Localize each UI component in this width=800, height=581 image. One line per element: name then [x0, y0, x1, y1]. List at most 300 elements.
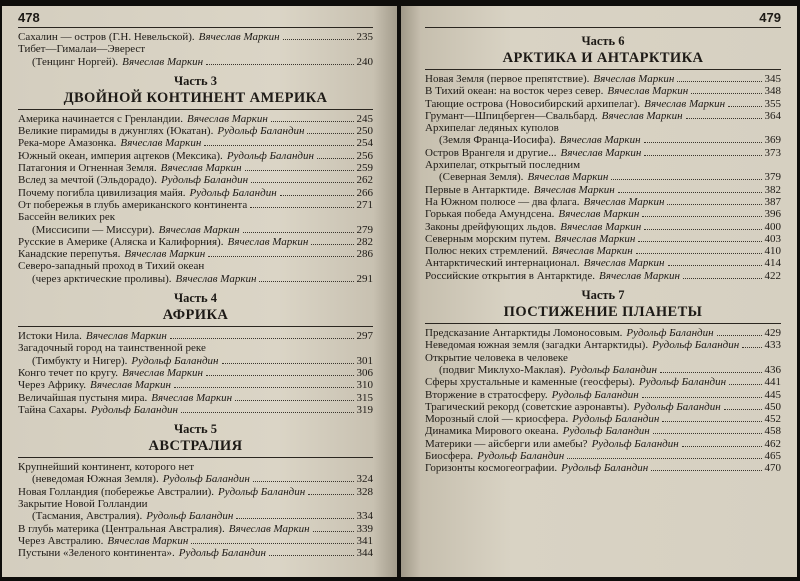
- entry-author: Вячеслав Маркин: [554, 232, 636, 245]
- dot-leader: [667, 204, 761, 205]
- toc-entry: [425, 257, 781, 269]
- entry-title-line: Крупнейший континент, которого нет: [18, 461, 195, 474]
- dot-leader: [245, 170, 354, 171]
- entry-page-number: 306: [356, 366, 373, 379]
- entry-title: От побережья в глубь американского континента: [18, 198, 248, 211]
- entry-title: (Земля Франца-Иосифа).: [439, 134, 556, 147]
- entry-title: Тающие острова (Новосибирский архипелаг).: [425, 97, 641, 110]
- toc-entry: [18, 43, 373, 68]
- entry-title: Биосфера.: [425, 450, 474, 463]
- entry-page-number: 364: [764, 109, 781, 122]
- entry-line: [18, 162, 373, 174]
- part-section: [425, 34, 781, 282]
- dot-leader: [181, 412, 354, 413]
- entry-author: Рудольф Баландин: [572, 413, 660, 426]
- dot-leader: [677, 81, 761, 82]
- dot-leader: [271, 121, 354, 122]
- toc-entry: [425, 221, 781, 233]
- entry-author: Рудольф Баландин: [162, 473, 250, 486]
- entry-title: Морозный слой — криосфера.: [425, 413, 569, 426]
- entry-author: Вячеслав Маркин: [228, 522, 310, 535]
- toc-entry: [425, 147, 781, 159]
- entry-title: Динамика Мирового океана.: [425, 425, 559, 438]
- entry-line: [18, 137, 373, 149]
- entry-page-number: 345: [764, 73, 781, 85]
- dot-leader: [317, 158, 354, 159]
- entry-page-number: 286: [356, 248, 373, 261]
- entry-title: Истоки Нила.: [18, 330, 82, 343]
- toc-entry: [425, 196, 781, 208]
- entry-page-number: 429: [764, 327, 781, 340]
- part-title: ДВОЙНОЙ КОНТИНЕНТ АМЕРИКА: [63, 89, 328, 106]
- entry-page-number: 254: [356, 137, 373, 150]
- toc-entry: [425, 450, 781, 462]
- entry-title: (через арктические проливы).: [32, 272, 172, 285]
- entry-author: Рудольф Баландин: [189, 186, 277, 199]
- entry-page-number: 458: [764, 425, 781, 438]
- toc-entry: [425, 389, 781, 401]
- entry-title: Материки — айсберги или амебы?: [425, 437, 588, 450]
- entry-page-number: 348: [764, 85, 781, 98]
- part-section: [18, 74, 373, 285]
- entry-line: [18, 330, 373, 342]
- entry-page-number: 301: [356, 354, 373, 367]
- toc-entry: [18, 342, 373, 367]
- dot-leader: [206, 64, 353, 65]
- entry-title: Новая Земля (первое препятствие).: [425, 73, 590, 85]
- entry-page-number: 282: [356, 235, 373, 248]
- entry-author: Рудольф Баландин: [477, 450, 565, 463]
- toc-entry: [425, 110, 781, 122]
- toc-entry: [18, 461, 373, 486]
- entry-title: Америка начинается с Гренландии.: [18, 112, 183, 125]
- entry-page-number: 328: [356, 485, 373, 498]
- entry-line: [18, 379, 373, 391]
- entry-line: [425, 85, 781, 97]
- entry-line: [18, 523, 373, 535]
- part-label: Часть 7: [581, 288, 625, 303]
- toc-entry: [18, 330, 373, 342]
- entry-line: [425, 245, 781, 257]
- entry-line: [18, 56, 373, 68]
- entry-title: Трагический рекорд (советские аэронавты).: [425, 400, 630, 413]
- entry-page-number: 279: [356, 223, 373, 236]
- entry-page-number: 379: [764, 171, 781, 184]
- part-title: АРКТИКА И АНТАРКТИКА: [502, 50, 704, 66]
- dot-leader: [308, 494, 353, 495]
- entry-page-number: 240: [356, 55, 373, 68]
- dot-leader: [662, 421, 761, 422]
- entry-author: Вячеслав Маркин: [560, 146, 642, 159]
- toc-entry: [18, 162, 373, 174]
- entry-author: Вячеслав Маркин: [593, 73, 675, 85]
- dot-leader: [269, 555, 354, 556]
- dot-leader: [644, 142, 762, 143]
- entry-author: Вячеслав Маркин: [599, 269, 680, 282]
- entry-author: Вячеслав Маркин: [158, 223, 240, 236]
- parts-list: [425, 34, 781, 475]
- entry-author: Вячеслав Маркин: [160, 162, 242, 175]
- dot-leader: [170, 338, 354, 339]
- entry-line: [425, 147, 781, 159]
- entry-page-number: 245: [356, 112, 373, 125]
- entry-page-number: 382: [764, 183, 781, 196]
- entry-line: [425, 376, 781, 388]
- page-number: 478: [18, 10, 40, 25]
- dot-leader: [717, 335, 762, 336]
- parts-list: [18, 74, 373, 560]
- entry-title-line: Бассейн великих рек: [18, 211, 116, 224]
- dot-leader: [236, 518, 353, 519]
- toc-entry: [425, 270, 781, 282]
- entry-title: (Северная Земля).: [439, 171, 524, 184]
- entry-line: [425, 196, 781, 208]
- dot-leader: [638, 241, 761, 242]
- entry-page-number: 256: [356, 149, 373, 162]
- dot-leader: [651, 470, 761, 471]
- entry-line: [425, 339, 781, 351]
- toc-entry: [18, 379, 373, 391]
- entry-page-number: 297: [356, 330, 373, 343]
- entry-author: Вячеслав Маркин: [198, 31, 280, 43]
- toc-entry: [18, 211, 373, 236]
- dot-leader: [724, 409, 762, 410]
- entry-title: Патагония и Огненная Земля.: [18, 162, 157, 175]
- entry-line: [425, 171, 781, 183]
- toc-entry: [18, 125, 373, 137]
- entry-title: Неведомая южная земля (загадки Антарктиды).: [425, 339, 649, 352]
- entry-line: [425, 389, 781, 401]
- entry-page-number: 319: [356, 403, 373, 416]
- entry-title: Первые в Антарктиде.: [425, 183, 530, 196]
- entry-title: (Миссисипи — Миссури).: [32, 223, 155, 236]
- entry-author: Вячеслав Маркин: [186, 112, 268, 125]
- entry-page-number: 410: [764, 245, 781, 258]
- toc-entry: [425, 233, 781, 245]
- entry-author: Вячеслав Маркин: [124, 248, 206, 261]
- section-rule: [425, 69, 781, 70]
- entry-page-number: 452: [764, 413, 781, 426]
- entry-line: [18, 150, 373, 162]
- entry-page-number: 334: [356, 510, 373, 523]
- entry-title-line: Архипелаг, открытый последним: [425, 159, 581, 172]
- toc-entry: [18, 174, 373, 186]
- entry-author: Рудольф Баландин: [562, 425, 650, 438]
- entry-page-number: 445: [764, 388, 781, 401]
- entry-author: Рудольф Баландин: [569, 363, 657, 376]
- toc-entry: [425, 425, 781, 437]
- part-title: АФРИКА: [162, 307, 229, 324]
- dot-leader: [174, 387, 354, 388]
- entry-page-number: 355: [764, 97, 781, 110]
- entry-author: Вячеслав Маркин: [551, 245, 633, 258]
- entry-page-number: 315: [356, 391, 373, 404]
- section-rule: [18, 457, 373, 458]
- entry-page-number: 403: [764, 232, 781, 245]
- part-section: [18, 291, 373, 416]
- dot-leader: [251, 182, 353, 183]
- dot-leader: [660, 372, 762, 373]
- dot-leader: [208, 256, 353, 257]
- entry-author: Вячеслав Маркин: [558, 208, 640, 221]
- entry-title-line: Закрытие Новой Голландии: [18, 498, 148, 511]
- dot-leader: [307, 133, 353, 134]
- dot-leader: [618, 192, 762, 193]
- part-section: [425, 288, 781, 475]
- toc-entry: [425, 159, 781, 184]
- dot-leader: [742, 347, 761, 348]
- section-rule: [18, 326, 373, 327]
- entry-page-number: 470: [764, 462, 781, 475]
- entry-page-number: 414: [764, 257, 781, 270]
- entry-line: [18, 199, 373, 211]
- entry-title: (подвиг Миклухо-Маклая).: [439, 363, 566, 376]
- entry-line: [18, 236, 373, 248]
- entry-author: Вячеслав Маркин: [175, 272, 257, 285]
- entry-line: [425, 208, 781, 220]
- toc-entry: [425, 98, 781, 110]
- toc-entry: [18, 137, 373, 149]
- entry-author: Вячеслав Маркин: [607, 85, 689, 98]
- toc-entry: [18, 31, 373, 43]
- entry-title-line: Загадочный город на таинственной реке: [18, 342, 206, 355]
- entry-line: [425, 425, 781, 437]
- entry-title: Антарктический интернационал.: [425, 257, 580, 270]
- entry-title: Южный океан, империя ацтеков (Мексика).: [18, 149, 223, 162]
- entry-line: [425, 110, 781, 122]
- entry-page-number: 259: [356, 162, 373, 175]
- entry-line: [18, 486, 373, 498]
- dot-leader: [250, 207, 353, 208]
- header-rule: [18, 27, 373, 28]
- dot-leader: [668, 265, 762, 266]
- entry-title: (Тенцинг Норгей).: [32, 55, 119, 68]
- entry-author: Рудольф Баландин: [217, 125, 305, 138]
- entry-title: Почему погибла цивилизация майя.: [18, 186, 186, 199]
- entry-title: Полюс неких стремлений.: [425, 245, 548, 258]
- entry-title: На Южном полюсе — два флага.: [425, 195, 580, 208]
- entry-line: [425, 134, 781, 146]
- entry-author: Вячеслав Маркин: [90, 379, 171, 392]
- entry-author: Вячеслав Маркин: [583, 257, 665, 270]
- entry-line: [425, 462, 781, 474]
- entry-page-number: 462: [764, 437, 781, 450]
- entry-page-number: 341: [356, 534, 373, 547]
- left-page: [2, 6, 397, 577]
- entry-line: [18, 535, 373, 547]
- entry-line: [18, 355, 373, 367]
- entry-author: Рудольф Баландин: [90, 403, 178, 416]
- entry-page-number: 450: [764, 400, 781, 413]
- toc-entry: [425, 184, 781, 196]
- entry-title-line: Архипелаг ледяных куполов: [425, 122, 559, 135]
- entry-line: [425, 257, 781, 269]
- entry-line: [425, 450, 781, 462]
- entry-page-number: 262: [356, 174, 373, 187]
- toc-entry: [18, 113, 373, 125]
- entry-page-number: 250: [356, 125, 373, 138]
- dot-leader: [222, 363, 354, 364]
- entry-page-number: 310: [356, 379, 373, 392]
- toc-entry: [18, 535, 373, 547]
- entry-author: Рудольф Баландин: [626, 327, 714, 340]
- entry-title: Вторжение в стратосферу.: [425, 388, 548, 401]
- entry-title: Канадские перепутья.: [18, 248, 121, 261]
- dot-leader: [253, 481, 354, 482]
- toc-entry: [425, 85, 781, 97]
- entry-line: [18, 31, 373, 43]
- dot-leader: [729, 384, 761, 385]
- entry-title: Сферы хрустальные и каменные (геосферы).: [425, 376, 635, 389]
- part-label: Часть 5: [173, 422, 218, 437]
- entry-line: [18, 224, 373, 236]
- entry-line: [425, 184, 781, 196]
- entry-title: Новая Голландия (побережье Австралии).: [18, 485, 215, 498]
- dot-leader: [728, 106, 761, 107]
- entry-line: [18, 125, 373, 137]
- dot-leader: [653, 433, 762, 434]
- toc-entry: [425, 376, 781, 388]
- entry-author: Вячеслав Маркин: [120, 137, 202, 150]
- toc-entry: [425, 339, 781, 351]
- dot-leader: [259, 281, 353, 282]
- dot-leader: [683, 278, 762, 279]
- toc-entry: [425, 462, 781, 474]
- toc-entry: [425, 438, 781, 450]
- entry-page-number: 396: [764, 208, 781, 221]
- entry-title: Горькая победа Амундсена.: [425, 208, 555, 221]
- entry-author: Вячеслав Маркин: [122, 366, 203, 379]
- entry-line: [425, 98, 781, 110]
- entry-author: Вячеслав Маркин: [583, 195, 665, 208]
- entry-author: Вячеслав Маркин: [85, 330, 167, 343]
- entry-author: Рудольф Баландин: [146, 510, 234, 523]
- entry-author: Рудольф Баландин: [218, 485, 306, 498]
- part-label: Часть 3: [173, 73, 218, 88]
- header-rule: [425, 27, 781, 28]
- entry-page-number: 339: [356, 522, 373, 535]
- entry-page-number: 436: [764, 363, 781, 376]
- entry-title-line: Тибет—Гималаи—Эверест: [18, 43, 146, 56]
- part-title: ПОСТИЖЕНИЕ ПЛАНЕТЫ: [503, 304, 703, 321]
- entry-author: Рудольф Баландин: [131, 354, 219, 367]
- entry-author: Вячеслав Маркин: [107, 534, 189, 547]
- entry-title: Через Австралию.: [18, 534, 104, 547]
- toc-entry: [18, 404, 373, 416]
- dot-leader: [642, 397, 762, 398]
- entry-page-number: 291: [356, 272, 373, 285]
- page-number: 479: [759, 10, 781, 25]
- entry-line: [425, 327, 781, 339]
- entry-author: Вячеслав Маркин: [527, 171, 609, 184]
- toc-entry: [18, 150, 373, 162]
- entry-page-number: 369: [764, 134, 781, 147]
- entry-title: В глубь материка (Центральная Австралия).: [18, 522, 225, 535]
- toc-entry: [425, 122, 781, 147]
- entry-title-line: Северо-западный проход в Тихий океан: [18, 260, 205, 273]
- dot-leader: [636, 253, 762, 254]
- entry-author: Вячеслав Маркин: [151, 391, 233, 404]
- entry-title: Северным морским путем.: [425, 232, 551, 245]
- toc-entry: [425, 327, 781, 339]
- entry-page-number: 271: [356, 198, 373, 211]
- entry-author: Рудольф Баландин: [226, 149, 314, 162]
- part-title: АВСТРАЛИЯ: [148, 438, 243, 455]
- entry-line: [18, 248, 373, 260]
- section-rule: [18, 109, 373, 110]
- entry-line: [18, 404, 373, 416]
- entry-title: Величайшая пустыня мира.: [18, 391, 148, 404]
- entry-author: Рудольф Баландин: [551, 388, 639, 401]
- entry-page-number: 441: [764, 376, 781, 389]
- entry-line: [18, 547, 373, 559]
- toc-entry: [18, 260, 373, 285]
- entry-line: [425, 233, 781, 245]
- entry-title: Остров Врангеля и другие...: [425, 146, 557, 159]
- entry-page-number: 266: [356, 186, 373, 199]
- toc-entry: [425, 245, 781, 257]
- entry-title: Вслед за мечтой (Эльдорадо).: [18, 174, 157, 187]
- part-section: [18, 422, 373, 559]
- entry-author: Рудольф Баландин: [633, 400, 721, 413]
- toc-entry: [18, 248, 373, 260]
- entry-author: Вячеслав Маркин: [644, 97, 726, 110]
- entry-title: Грумант—Шпицберген—Свальбард.: [425, 109, 598, 122]
- entry-title: Конго течет по кругу.: [18, 366, 119, 379]
- dot-leader: [644, 155, 761, 156]
- entry-line: [425, 73, 781, 85]
- dot-leader: [235, 400, 353, 401]
- dot-leader: [311, 244, 353, 245]
- entry-title: Российские открытия в Антарктиде.: [425, 269, 596, 282]
- entry-title: Тайна Сахары.: [18, 403, 87, 416]
- entry-page-number: 400: [764, 220, 781, 233]
- entry-line: [18, 113, 373, 125]
- entry-line: [425, 401, 781, 413]
- entry-line: [425, 364, 781, 376]
- entry-line: [425, 438, 781, 450]
- toc-entry: [425, 352, 781, 377]
- entry-line: [425, 270, 781, 282]
- entry-page-number: 465: [764, 450, 781, 463]
- entry-title: В Тихий океан: на восток через север.: [425, 85, 604, 98]
- toc-entry: [425, 73, 781, 85]
- toc-entry: [18, 392, 373, 404]
- dot-leader: [191, 543, 353, 544]
- entry-page-number: 344: [356, 547, 373, 560]
- dot-leader: [283, 39, 354, 40]
- entry-line: [18, 367, 373, 379]
- entry-title: Горизонты космогеографии.: [425, 462, 558, 475]
- entry-title: Пустыни «Зеленого континента».: [18, 547, 175, 560]
- entry-title: Великие пирамиды в джунглях (Юкатан).: [18, 125, 214, 138]
- entry-page-number: 433: [764, 339, 781, 352]
- entry-title: Предсказание Антарктиды Ломоносовым.: [425, 327, 623, 340]
- entry-author: Вячеслав Маркин: [533, 183, 615, 196]
- entry-line: [18, 392, 373, 404]
- entry-line: [18, 174, 373, 186]
- entry-title: (Тимбукту и Нигер).: [32, 354, 128, 367]
- entry-title: Через Африку.: [18, 379, 87, 392]
- dot-leader: [686, 118, 762, 119]
- dot-leader: [691, 93, 761, 94]
- entry-author: Рудольф Баландин: [652, 339, 740, 352]
- entry-line: [18, 510, 373, 522]
- dot-leader: [280, 195, 354, 196]
- entry-author: Рудольф Баландин: [638, 376, 727, 389]
- entry-title: (неведомая Южная Земля).: [32, 473, 159, 486]
- part-label: Часть 4: [173, 291, 218, 306]
